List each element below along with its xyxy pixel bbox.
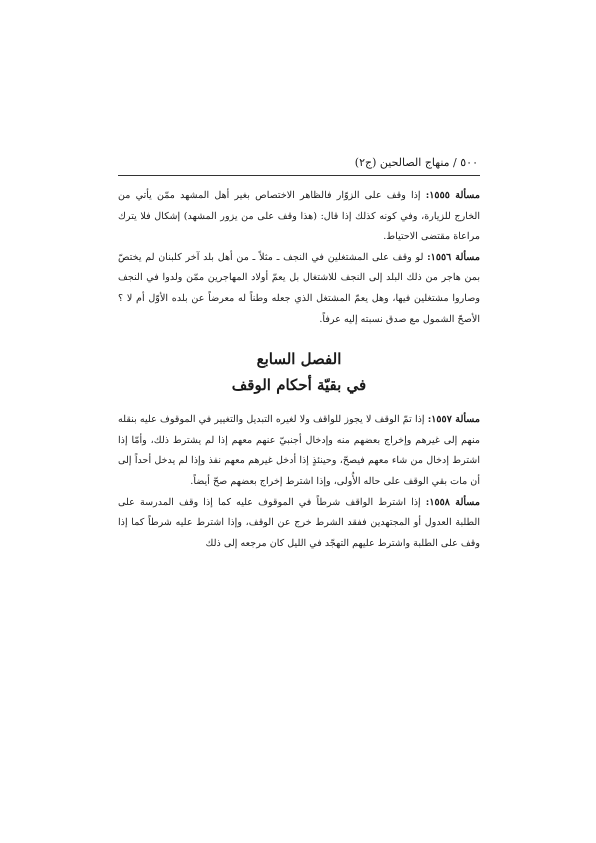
issue-1555: [118, 186, 480, 248]
issue-label: مسألة ١٥٥٨:: [425, 496, 480, 508]
page-body: [118, 186, 480, 554]
issue-1556: [118, 248, 480, 330]
running-header: ٥٠٠ / منهاج الصالحين (ج٢): [354, 156, 478, 169]
issue-label: مسألة ١٥٥٥:: [425, 190, 480, 201]
issue-label: مسألة ١٥٥٦:: [427, 251, 480, 263]
issue-text: إذا تمّ الوقف لا يجوز للواقف ولا لغيره التبديل والتغيير في الموقوف عليه بنقله منهم إلى غيرهم وإخراج بعضهم منه وإدخال أجنبيّ عنهم معهم إذا لم يشترط ذلك، وأمّا إذا اشترط إدخال من شاء معهم فيصحّ، وحينئذٍ إذا أدخل غيرهم معهم نفذ وإذا لم يدخل أحداً إلى أن مات بقي الوقف على حاله الأُولى، وإذا اشترط إخراج بعضهم صحّ أيضاً.: [118, 414, 480, 487]
issue-1558: [118, 493, 480, 555]
issue-text: إذا وقف على الزوّار فالظاهر الاختصاص بغير أهل المشهد ممّن يأتي من الخارج للزيارة، وفي كونه كذلك إذا قال: (هذا وقف على من يزور المشهد) إشكال فلا يترك مراعاة مقتضى الاحتياط.: [118, 190, 480, 243]
issue-text: لو وقف على المشتغلين في النجف ـ مثلاً ـ من أهل بلد آخر كلبنان لم يختصّ بمن هاجر من ذلك البلد إلى النجف للاشتغال بل يعمّ أولاد المهاجرين ممّن ولدوا في النجف وصاروا مشتغلين فيها، وهل يعمّ المشتغل الذي جعله وطناً له معرضاً عن بلده الأوّل أم لا ؟ الأصحّ الشمول مع صدق نسبته إليه عرفاً.: [118, 251, 480, 325]
issue-1557: [118, 410, 480, 492]
chapter-subtitle: في بقيّة أحكام الوقف: [231, 376, 367, 395]
chapter-title: الفصل السابع: [256, 350, 342, 369]
issue-text: إذا اشترط الواقف شرطاً في الموقوف عليه كما إذا وقف المدرسة على الطلبة العدول أو المجتهدين ففقد الشرط خرج عن الوقف، وإذا اشترط عليه شرطاً كما إذا وقف على الطلبة واشترط عليهم التهجّد في الليل كان مرجعه إلى ذلك: [118, 496, 480, 549]
issue-label: مسألة ١٥٥٧:: [427, 414, 480, 426]
header-rule: [118, 175, 480, 176]
